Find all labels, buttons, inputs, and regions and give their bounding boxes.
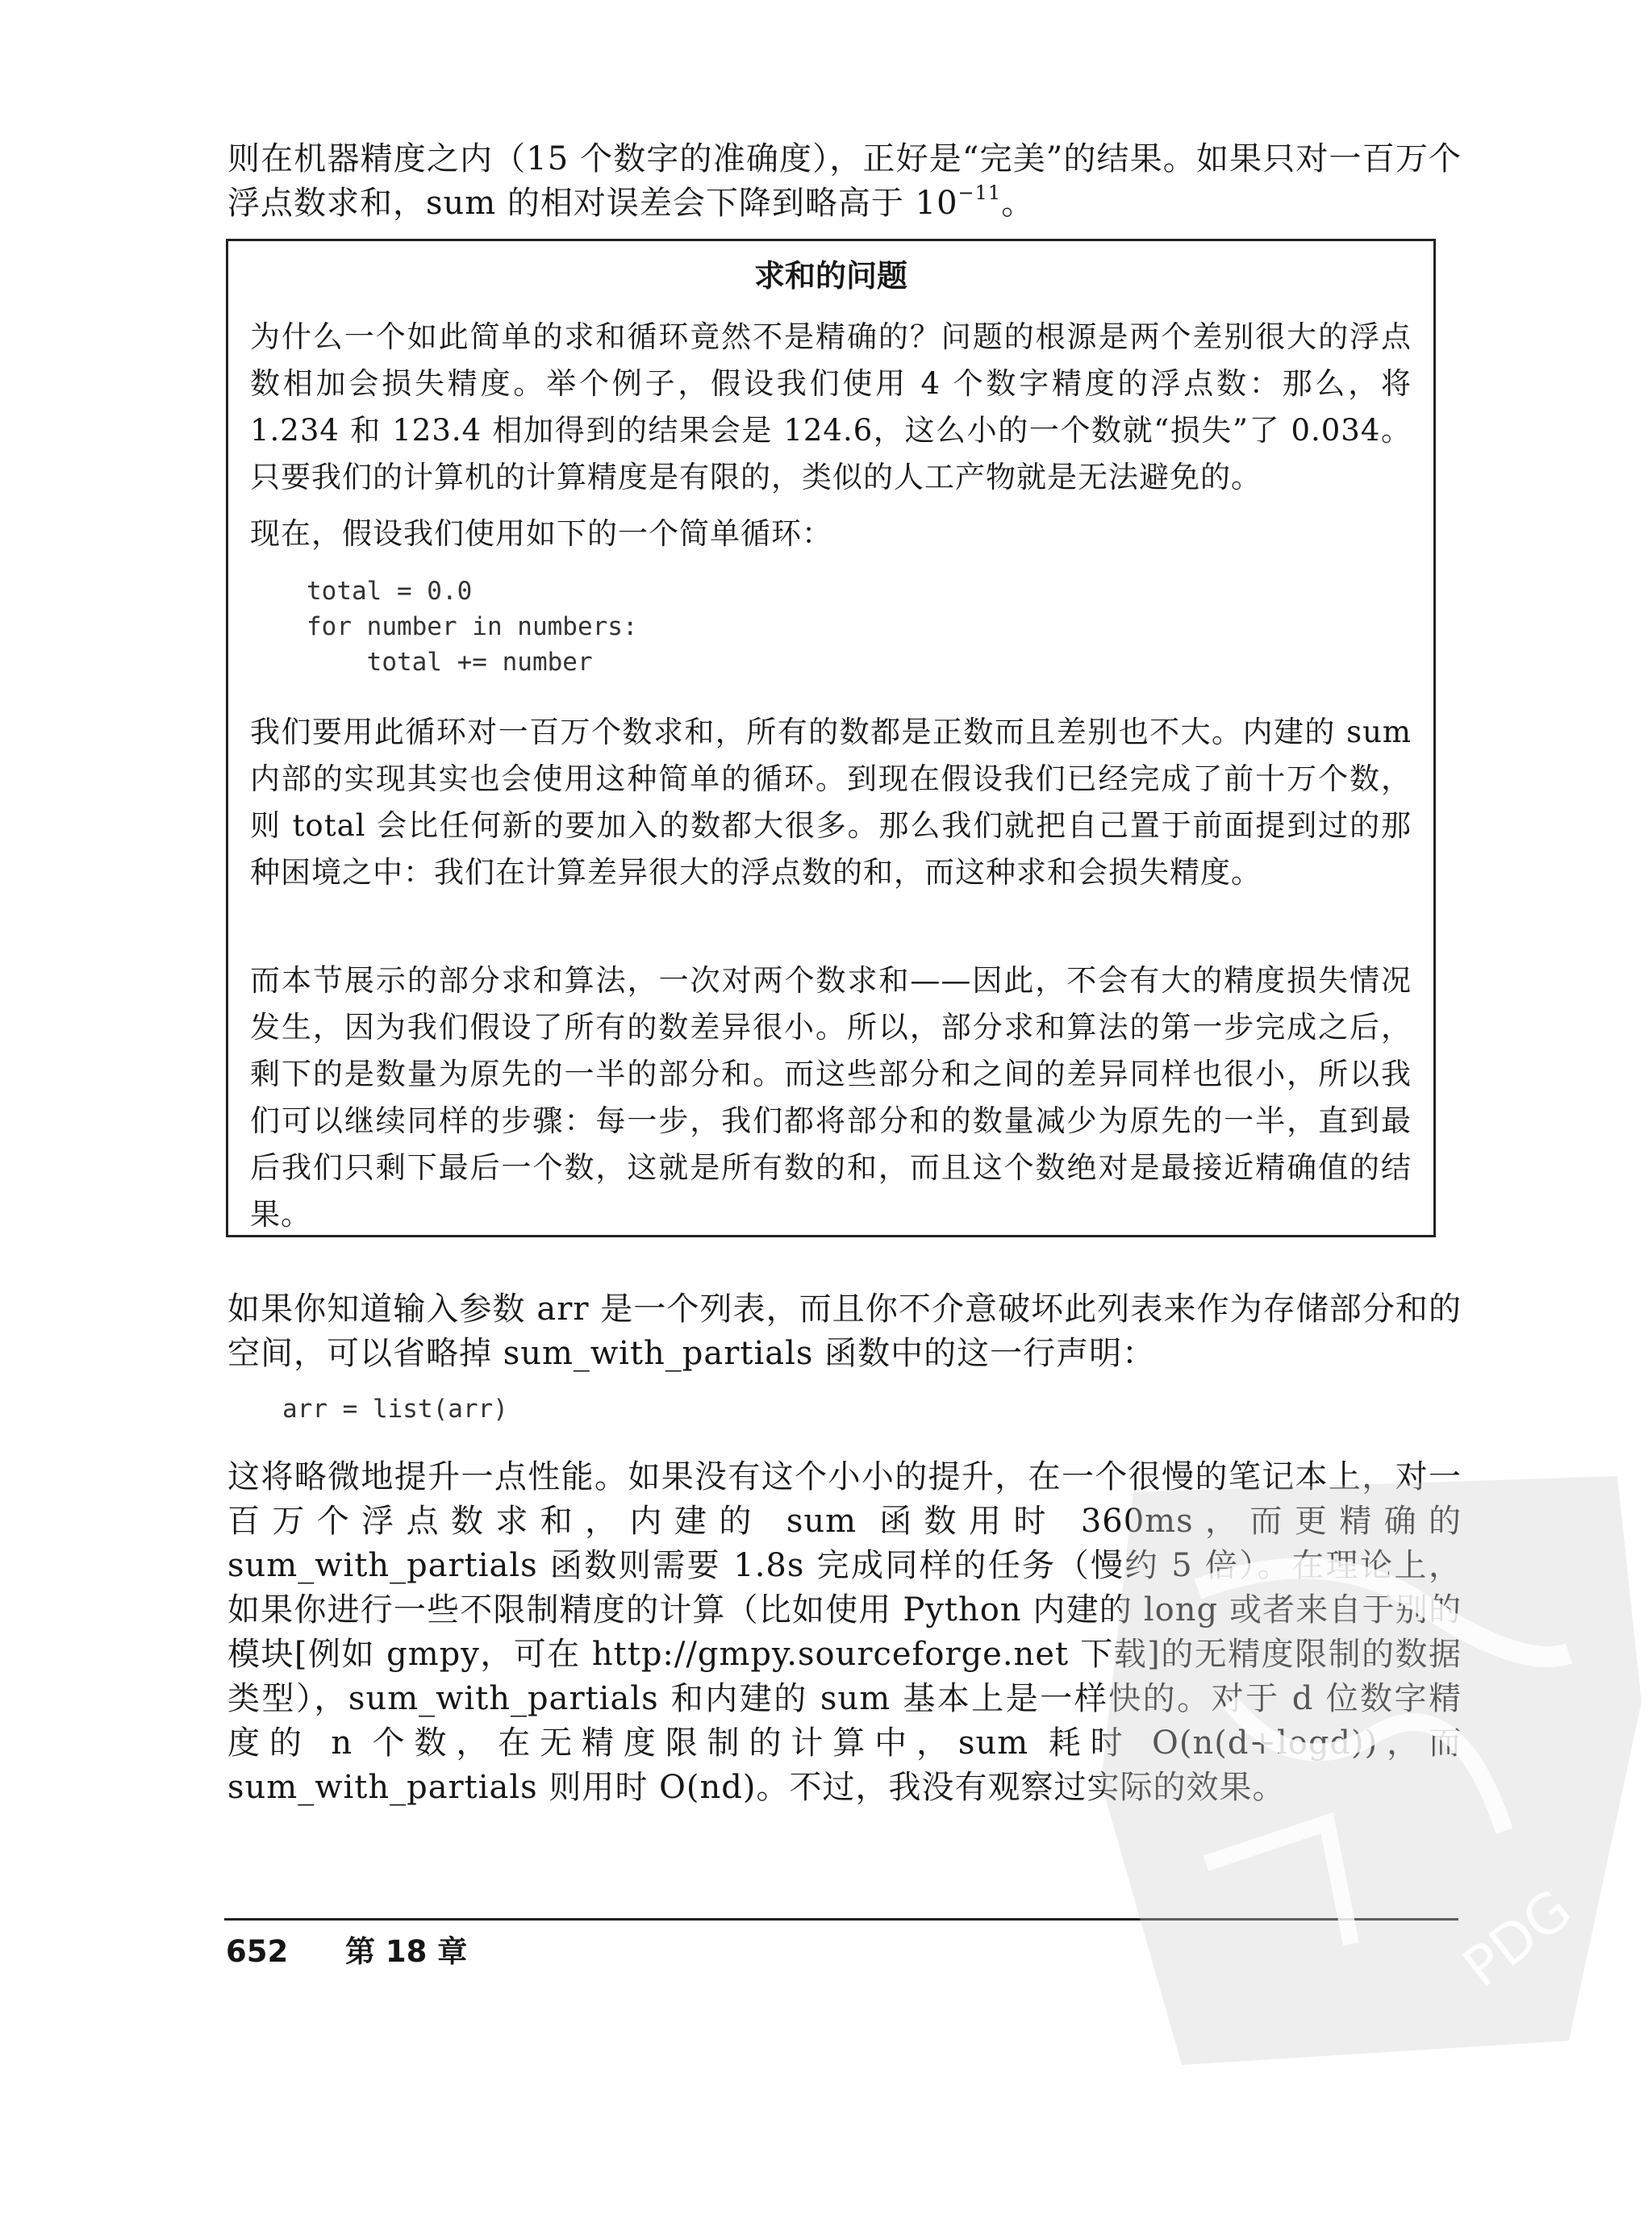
sidebar-title: 求和的问题 [753,258,907,294]
intro-exponent: −11 [957,181,1002,204]
intro-text: 则在机器精度之内（15 个数字的准确度），正好是“完美”的结果。如果只对一百万个浮点数求和，sum 的相对误差会下降到略高于 10 [227,140,1462,222]
sidebar-paragraph-1: 为什么一个如此简单的求和循环竟然不是精确的？问题的根源是两个差别很大的浮点数相加会损失精度。举个例子，假设我们使用 4 个数字精度的浮点数：那么，将 1.234 和 123.4 相加得到的结果会是 124.6，这么小的一个数就“损失”了 0.034。只要我们的计算机的计算精度是有限的，类似的人工产物就是无法避免的。 [250,319,1412,494]
intro-tail: 。 [1001,185,1035,222]
body-code-line: arr = list(arr) [282,1395,508,1424]
body-paragraph-2: 这将略微地提升一点性能。如果没有这个小小的提升，在一个很慢的笔记本上，对一百万个浮点数求和，内建的 sum 函数用时 360ms，而更精确的 sum_with_partials 函数则需要 1.8s 完成同样的任务（慢约 5 倍）。在理论上，如果你进行一些不限制精度的计算（比如使用 Python 内建的 long 或者来自于别的模块[例如 gmpy，可在 http://gmpy.sourceforge.net 下载]的无精度限制的数据类型），sum_with_partials 和内建的 sum 基本上是一样快的。对于 d 位数字精度的 n 个数，在无精度限制的计算中，sum 耗时 O(n(d+logd))，而 sum_with_partials 则用时 O(nd)。不过，我没有观察过实际的效果。 [227,1458,1462,1806]
sidebar-paragraph-4: 而本节展示的部分求和算法，一次对两个数求和——因此，不会有大的精度损失情况发生，因为我们假设了所有的数差异很小。所以，部分求和算法的第一步完成之后，剩下的是数量为原先的一半的部分和。而这些部分和之间的差异同样也很小，所以我们可以继续同样的步骤：每一步，我们都将部分和的数量减少为原先的一半，直到最后我们只剩下最后一个数，这就是所有数的和，而且这个数绝对是最接近精确值的结果。 [250,963,1412,1232]
watermark-text: PDG [1451,1877,1584,2000]
body-paragraph-1: 如果你知道输入参数 arr 是一个列表，而且你不介意破坏此列表来作为存储部分和的空间，可以省略掉 sum_with_partials 函数中的这一行声明： [227,1291,1462,1372]
sidebar-code-block: total = 0.0 for number in numbers: total += number [307,577,638,677]
footer-chapter: 第 18 章 [345,1934,468,1969]
sidebar-paragraph-3: 我们要用此循环对一百万个数求和，所有的数都是正数而且差别也不大。内建的 sum 内部的实现其实也会使用这种简单的循环。到现在假设我们已经完成了前十万个数，则 total 会比任何新的要加入的数都大很多。那么我们就把自己置于前面提到过的那种困境之中：我们在计算差异很大的浮点数的和，而这种求和会损失精度。 [250,715,1412,890]
sidebar-paragraph-2: 现在，假设我们使用如下的一个简单循环： [250,516,832,551]
intro-paragraph [227,137,1462,226]
watermark-stamp [1085,1444,1650,2073]
footer-page-number: 652 [226,1934,289,1969]
sidebar-box [226,239,1436,1237]
